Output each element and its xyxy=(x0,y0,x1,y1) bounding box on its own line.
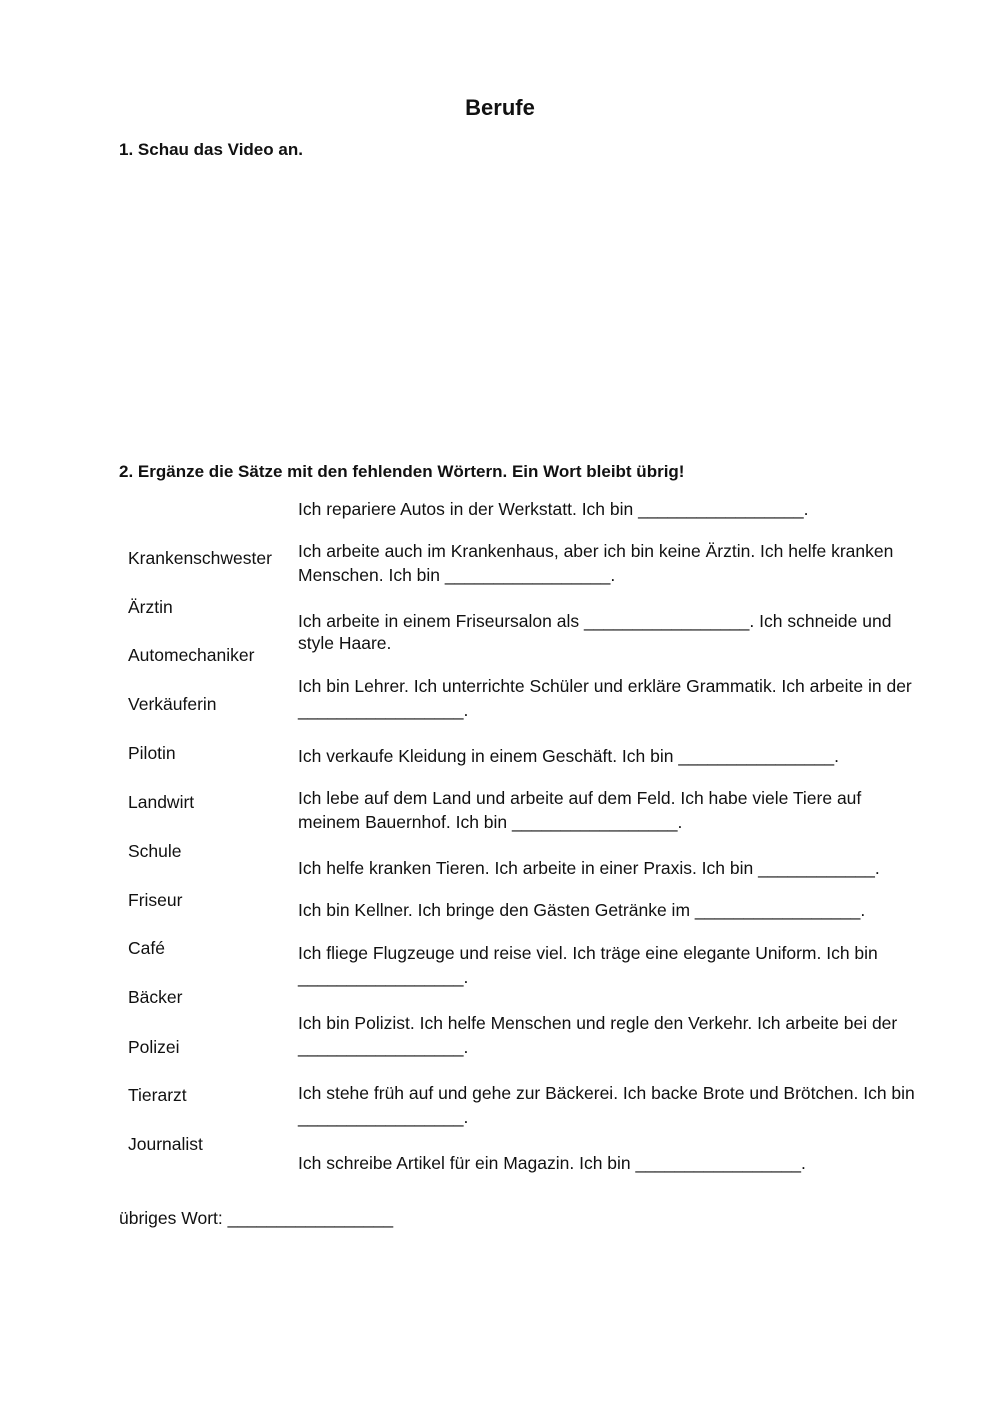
leftover-word-line: übriges Wort: _________________ xyxy=(119,1208,394,1228)
word-item: Krankenschwester xyxy=(128,548,272,568)
word-item: Pilotin xyxy=(128,743,176,763)
sentence-item: Ich lebe auf dem Land und arbeite auf dem Feld. Ich habe viele Tiere auf meinem Bauernhof. Ich bin _________________. xyxy=(298,788,862,832)
word-item: Café xyxy=(128,938,165,958)
word-item: Ärztin xyxy=(128,597,173,617)
page-title: Berufe xyxy=(465,95,535,120)
sentence-item: Ich bin Kellner. Ich bringe den Gästen Getränke im _________________. xyxy=(298,900,866,920)
word-item: Polizei xyxy=(128,1037,180,1057)
word-item: Journalist xyxy=(128,1134,203,1154)
word-item: Bäcker xyxy=(128,987,183,1007)
word-item: Tierarzt xyxy=(128,1085,187,1105)
sentence-item: Ich repariere Autos in der Werkstatt. Ich bin _________________. xyxy=(298,499,809,519)
sentence-item: Ich fliege Flugzeuge und reise viel. Ich träge eine elegante Uniform. Ich bin _________________. xyxy=(298,943,878,987)
task-1-heading: 1. Schau das Video an. xyxy=(119,140,303,159)
sentence-item: Ich schreibe Artikel für ein Magazin. Ich bin _________________. xyxy=(298,1153,806,1173)
sentence-item: Ich stehe früh auf und gehe zur Bäckerei. Ich backe Brote und Brötchen. Ich bin _________________. xyxy=(298,1083,915,1127)
sentence-item: Ich bin Polizist. Ich helfe Menschen und regle den Verkehr. Ich arbeite bei der _________________. xyxy=(298,1013,898,1057)
word-item: Friseur xyxy=(128,890,183,910)
word-item: Landwirt xyxy=(128,792,195,812)
sentence-item: Ich verkaufe Kleidung in einem Geschäft. Ich bin ________________. xyxy=(298,746,839,766)
task-2-heading: 2. Ergänze die Sätze mit den fehlenden Wörtern. Ein Wort bleibt übrig! xyxy=(119,462,685,481)
sentence-item: Ich bin Lehrer. Ich unterrichte Schüler und erkläre Grammatik. Ich arbeite in der _________________. xyxy=(298,676,912,720)
sentence-item: Ich arbeite in einem Friseursalon als _________________. Ich schneide und style Haare. xyxy=(298,611,892,653)
sentence-item: Ich arbeite auch im Krankenhaus, aber ich bin keine Ärztin. Ich helfe kranken Menschen. Ich bin _________________. xyxy=(298,541,894,585)
sentence-item: Ich helfe kranken Tieren. Ich arbeite in einer Praxis. Ich bin ____________. xyxy=(298,858,880,878)
word-item: Schule xyxy=(128,841,182,861)
word-item: Verkäuferin xyxy=(128,694,217,714)
word-item: Automechaniker xyxy=(128,645,255,665)
